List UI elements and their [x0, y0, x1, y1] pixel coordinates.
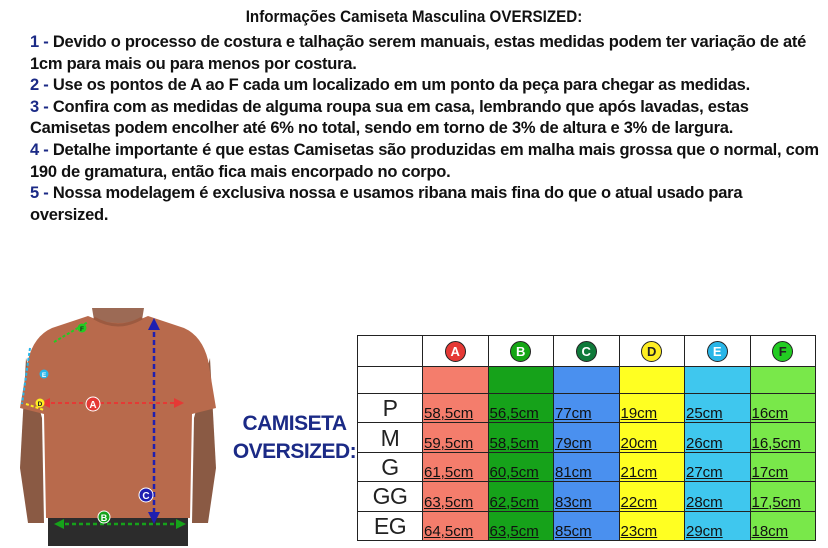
size-gg: GG [358, 482, 423, 511]
note-text: Use os pontos de A ao F cada um localizado em um ponto da peça para chegar as medidas. [48, 76, 750, 95]
badge-a: A [445, 341, 466, 362]
header-empty [358, 336, 423, 367]
size-g: G [358, 452, 423, 481]
note-text: Confira com as medidas de alguma roupa sua em casa, lembrando que após lavadas, estas Camisetas podem encolher até 6% no total, sendo em torno de 3% de altura e 3% de largura. [30, 97, 749, 138]
cell-p-a: 58,5cm [423, 394, 489, 423]
note-text: Detalhe importante é que estas Camisetas são produzidas em malha mais grossa que o normal, com 190 de gramatura, então fica mais encorpado no corpo. [30, 140, 819, 181]
col-header-e [685, 336, 751, 367]
note-4 [30, 140, 820, 183]
spacer-size [358, 367, 423, 394]
badge-d: D [641, 341, 662, 362]
size-m: M [358, 423, 423, 452]
table-label [232, 336, 358, 541]
spacer-cell [750, 367, 816, 394]
cell-g-b: 60,5cm [488, 452, 554, 481]
badge-f: F [772, 341, 793, 362]
cell-gg-c: 83cm [554, 482, 620, 511]
svg-text:E: E [41, 372, 47, 379]
cell-p-d: 19cm [619, 394, 685, 423]
badge-e: E [707, 341, 728, 362]
cell-p-c: 77cm [554, 394, 620, 423]
note-number: 4 - [30, 140, 49, 159]
marker-c [139, 488, 153, 502]
spacer-cell [554, 367, 620, 394]
cell-g-f: 17cm [750, 452, 816, 481]
col-header-a [423, 336, 489, 367]
note-text: Devido o processo de costura e talhação serem manuais, estas medidas podem ter variação de até 1cm para mais ou para menos por costura. [30, 33, 807, 73]
spacer-cell [423, 367, 489, 394]
spacer-cell [488, 367, 554, 394]
cell-gg-a: 63,5cm [423, 482, 489, 511]
note-5 [30, 183, 820, 226]
shirt-measurement-illustration [18, 308, 218, 546]
cell-eg-a: 64,5cm [423, 511, 489, 540]
label-line-1: CAMISETA [242, 412, 347, 435]
badge-b: B [510, 341, 531, 362]
note-3 [30, 97, 820, 140]
cell-p-f: 16cm [750, 394, 816, 423]
col-header-d [619, 336, 685, 367]
cell-p-b: 56,5cm [488, 394, 554, 423]
marker-a [86, 397, 100, 411]
svg-text:C: C [142, 491, 150, 502]
cell-eg-e: 29cm [685, 511, 751, 540]
cell-p-e: 25cm [685, 394, 751, 423]
cell-g-c: 81cm [554, 452, 620, 481]
pants [48, 518, 188, 546]
size-table-container [232, 335, 816, 541]
svg-text:D: D [37, 401, 43, 408]
cell-m-c: 79cm [554, 423, 620, 452]
cell-eg-f: 18cm [750, 511, 816, 540]
size-eg: EG [358, 511, 423, 540]
note-number: 2 - [30, 76, 49, 95]
note-number: 1 - [30, 33, 49, 51]
spacer-cell [619, 367, 685, 394]
notes-list [30, 32, 820, 226]
cell-g-d: 21cm [619, 452, 685, 481]
cell-gg-d: 22cm [619, 482, 685, 511]
cell-gg-b: 62,5cm [488, 482, 554, 511]
cell-m-b: 58,5cm [488, 423, 554, 452]
note-2 [30, 75, 820, 97]
svg-text:A: A [89, 400, 97, 411]
cell-gg-e: 28cm [685, 482, 751, 511]
cell-eg-b: 63,5cm [488, 511, 554, 540]
note-text: Nossa modelagem é exclusiva nossa e usamos ribana mais fina do que o atual usado para oversized. [30, 184, 743, 224]
svg-text:F: F [80, 326, 84, 333]
col-header-b [488, 336, 554, 367]
cell-m-e: 26cm [685, 423, 751, 452]
note-1 [30, 32, 820, 75]
cell-m-f: 16,5cm [750, 423, 816, 452]
size-table [232, 335, 816, 541]
label-line-2: OVERSIZED: [232, 440, 357, 463]
cell-eg-d: 23cm [619, 511, 685, 540]
cell-m-d: 20cm [619, 423, 685, 452]
note-number: 3 - [30, 97, 49, 116]
cell-gg-f: 17,5cm [750, 482, 816, 511]
marker-b [98, 511, 110, 523]
col-header-f [750, 336, 816, 367]
spacer-cell [685, 367, 751, 394]
col-header-c [554, 336, 620, 367]
size-p: P [358, 394, 423, 423]
page-title: Informações Camiseta Masculina OVERSIZED: [245, 8, 583, 26]
svg-text:B: B [100, 513, 108, 523]
note-number: 5 - [30, 184, 49, 203]
cell-eg-c: 85cm [554, 511, 620, 540]
cell-g-a: 61,5cm [423, 452, 489, 481]
shirt-body [20, 316, 216, 518]
cell-g-e: 27cm [685, 452, 751, 481]
cell-m-a: 59,5cm [423, 423, 489, 452]
badge-c: C [576, 341, 597, 362]
header-row [232, 336, 816, 367]
